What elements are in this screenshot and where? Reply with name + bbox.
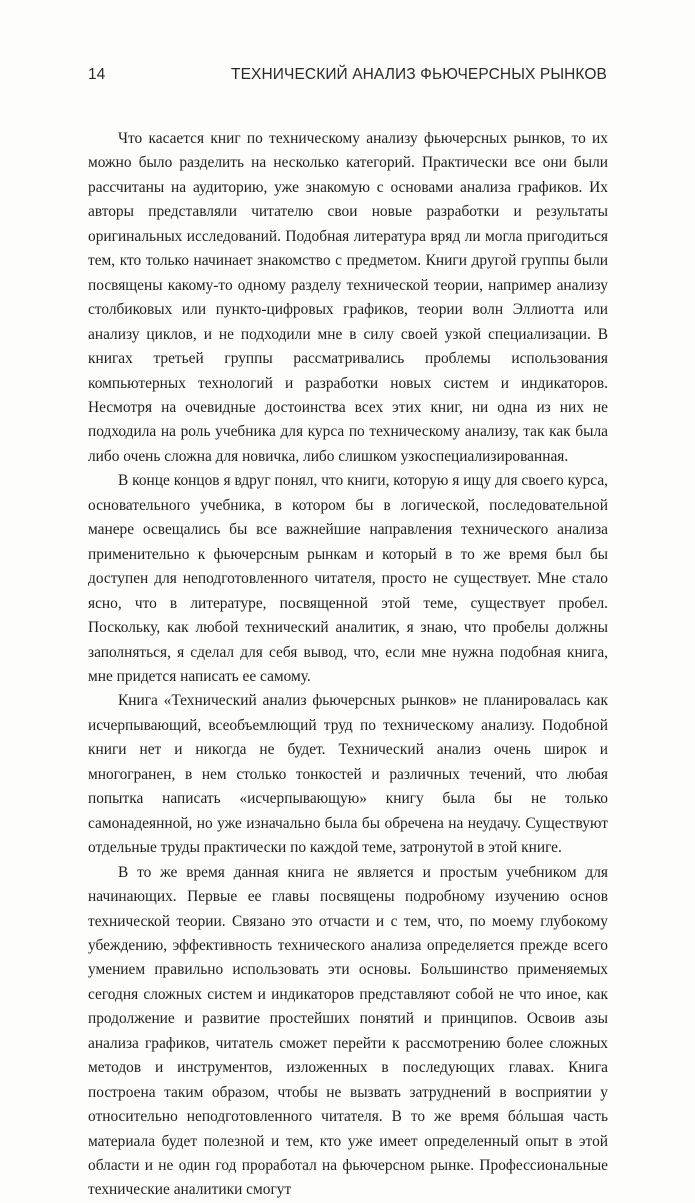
running-title: ТЕХНИЧЕСКИЙ АНАЛИЗ ФЬЮЧЕРСНЫХ РЫНКОВ — [231, 66, 607, 83]
paragraph: Книга «Технический анализ фьючерсных рынков» не планировалась как исчерпывающий, всеобъемлющий труд по техническому анализу. Подобной книги нет и никогда не будет. Технический анализ очень широк и многогранен, в нем столько тонкостей и различных течений, что любая попытка написать «исчерпывающую» книгу была бы не только самонадеянной, но уже изначально была бы обречена на неудачу. Существуют отдельные труды практически по каждой теме, затронутой в этой книге. — [88, 692, 608, 857]
paragraph: В конце концов я вдруг понял, что книги, которую я ищу для своего курса, основательного учебника, в котором бы в логической, последовательной манере освещались бы все важнейшие направления технического анализа применительно к фьючерсным рынкам и который в то же время был бы доступен для неподготовленного читателя, просто не существует. Мне стало ясно, что в литературе, посвященной этой теме, существует пробел. Поскольку, как любой технический аналитик, я знаю, что пробелы должны заполняться, я сделал для себя вывод, что, если мне нужна подобная книга, мне придется написать ее самому. — [88, 472, 608, 685]
page-number: 14 — [88, 66, 106, 83]
paragraph: В то же время данная книга не является и простым учебником для начинающих. Первые ее главы посвящены подробному изучению основ технической теории. Связано это отчасти и с тем, что, по моему глубокому убеждению, эффективность технического анализа определяется прежде всего умением правильно использовать эти основы. Большинство применяемых сегодня сложных систем и индикаторов представляют собой не что иное, как продолжение и развитие простейших понятий и принципов. Освоив азы анализа графиков, читатель сможет перейти к рассмотрению более сложных методов и инструментов, изложенных в последующих главах. Книга построена таким образом, чтобы не вызвать затруднений в восприятии у относительно неподготовленного читателя. В то же время бóльшая часть материала будет полезной и тем, кто уже имеет определенный опыт в этой области и не один год проработал на фьючерсном рынке. Профессиональные технические аналитики смогут — [88, 863, 608, 1199]
page-header — [88, 66, 607, 90]
paragraph: Что касается книг по техническому анализу фьючерсных рынков, то их можно было разделить на несколько категорий. Практически все они были рассчитаны на аудиторию, уже знакомую с основами анализа графиков. Их авторы представляли читателю свои новые разработки и результаты оригинальных исследований. Подобная литература вряд ли могла пригодиться тем, кто только начинает знакомство с предметом. Книги другой группы были посвящены какому-то одному разделу технической теории, например анализу столбиковых или пункто-цифровых графиков, теории волн Эллиотта или анализу циклов, и не подходили мне в силу своей узкой специализации. В книгах третьей группы рассматривались проблемы использования компьютерных технологий и разработки новых систем и индикаторов. Несмотря на очевидные достоинства всех этих книг, ни одна из них не подходила на роль учебника для курса по техническому анализу, так как была либо очень сложна для новичка, либо слишком узкоспециализированная. — [88, 130, 608, 465]
body-text — [88, 127, 608, 1203]
